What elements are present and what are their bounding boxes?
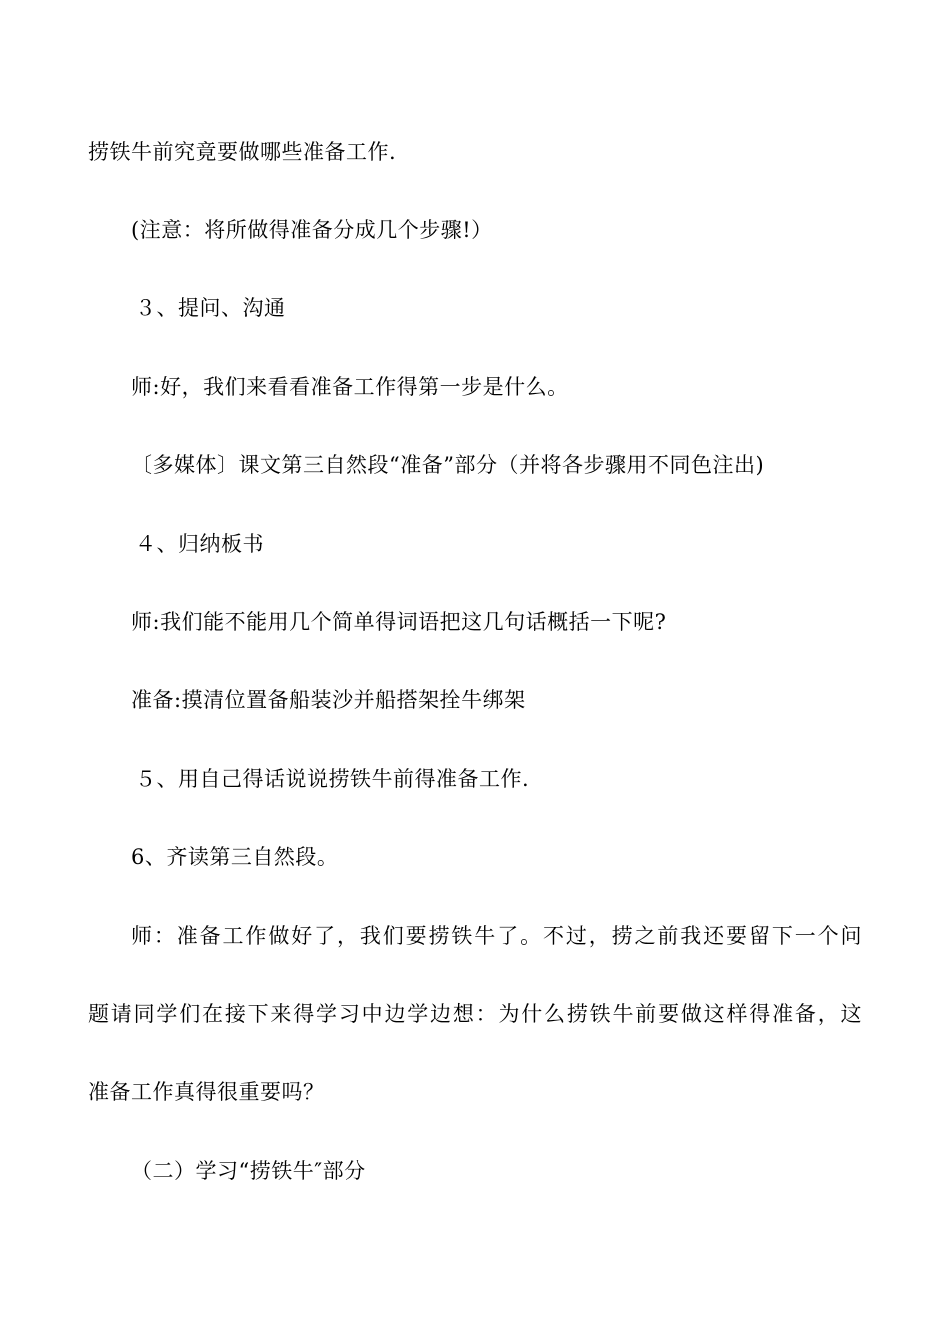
- step-heading-6: 6、齐读第三自然段。: [131, 845, 339, 869]
- paragraph-teacher-2: 师:我们能不能用几个简单得词语把这几句话概括一下呢?: [131, 610, 667, 634]
- paragraph-teacher-1: 师:好，我们来看看准备工作得第一步是什么。: [131, 375, 569, 399]
- step-heading-3: ３、提问、沟通: [135, 296, 286, 320]
- paragraph-teacher-3-line-3: 准备工作真得很重要吗？: [88, 1080, 325, 1104]
- paragraph-multimedia: 〔多媒体〕课文第三自然段“准备”部分（并将各步骤用不同色注出): [131, 453, 765, 477]
- paragraph-preparation: 准备:摸清位置备船装沙并船搭架拴牛绑架: [131, 688, 526, 712]
- step-heading-4: ４、归纳板书: [135, 532, 264, 556]
- step-heading-5: ５、用自己得话说说捞铁牛前得准备工作.: [135, 767, 530, 791]
- paragraph-teacher-3-line-1: 师：准备工作做好了，我们要捞铁牛了。不过，捞之前我还要留下一个问: [131, 924, 862, 948]
- section-heading-2: （二）学习“捞铁牛″部分: [131, 1159, 366, 1183]
- paragraph-teacher-3-line-2: 题请同学们在接下来得学习中边学边想：为什么捞铁牛前要做这样得准备，这: [88, 1002, 862, 1026]
- paragraph-note: (注意：将所做得准备分成几个步骤!）: [131, 218, 493, 242]
- paragraph-continuation: 捞铁牛前究竟要做哪些准备工作.: [88, 140, 397, 164]
